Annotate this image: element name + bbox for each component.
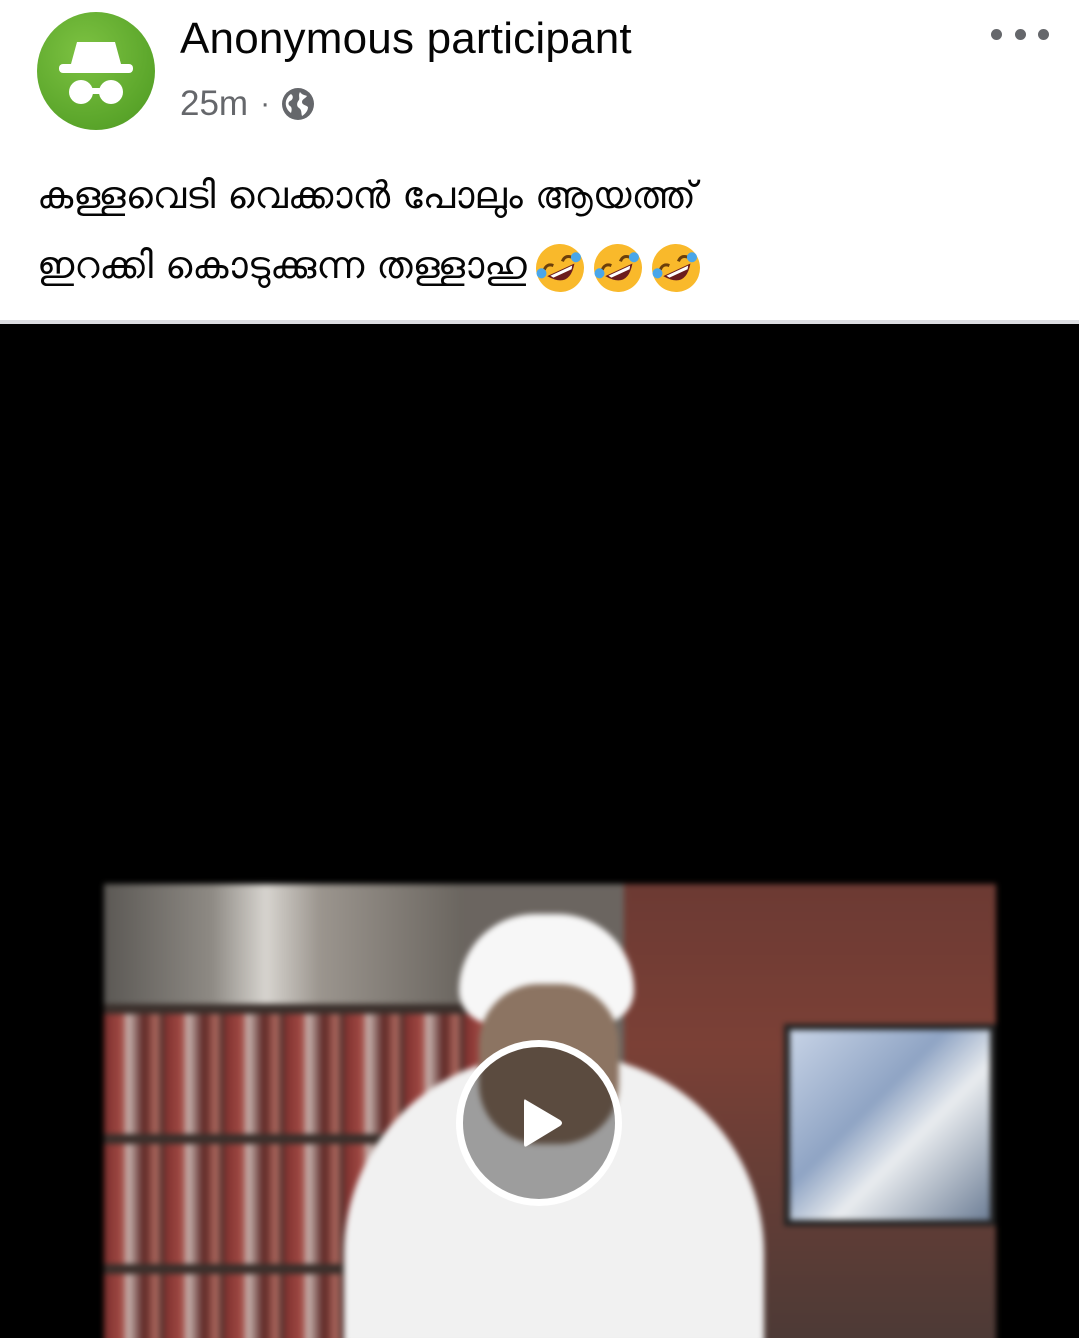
play-button[interactable] (456, 1040, 622, 1206)
caption-line-2-wrap (37, 230, 1047, 300)
post-meta (180, 82, 316, 126)
more-options-button[interactable] (988, 14, 1052, 54)
rolling-on-floor-laughing-icon (649, 241, 703, 295)
post-header (0, 0, 1079, 140)
emoji-row (533, 241, 707, 295)
more-options-icon (991, 29, 1002, 40)
tv-screen (784, 1024, 996, 1226)
more-options-icon (1015, 29, 1026, 40)
meta-separator: · (260, 87, 271, 120)
shelf-edge (104, 1004, 484, 1014)
avatar[interactable] (37, 12, 155, 130)
more-options-icon (1038, 29, 1049, 40)
bookshelf-top (104, 884, 464, 1004)
caption-line-2: ഇറക്കി കൊടുക്കുന്ന തള്ളാഹു (37, 243, 527, 287)
rolling-on-floor-laughing-icon (533, 241, 587, 295)
rolling-on-floor-laughing-icon (591, 241, 645, 295)
incognito-icon (37, 12, 155, 130)
caption-line-1: കള്ളവെടി വെക്കാൻ പോലും ആയത്ത് (37, 173, 696, 217)
author-name[interactable]: Anonymous participant (180, 14, 632, 63)
globe-icon (280, 86, 316, 122)
play-icon (504, 1088, 574, 1158)
video-player[interactable] (0, 324, 1079, 1338)
post-time[interactable]: 25m (180, 84, 249, 123)
post-caption (37, 160, 1047, 300)
